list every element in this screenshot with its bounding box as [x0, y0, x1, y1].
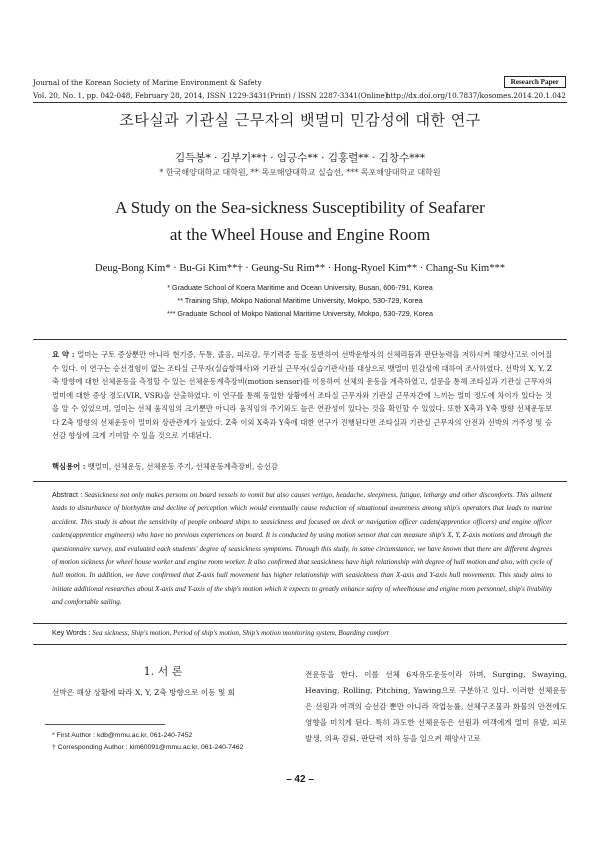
english-abstract-rule [33, 623, 567, 624]
first-author-footnote: * First Author : kdb@mmu.ac.kr, 061-240-7452 [52, 732, 193, 739]
english-keywords-text: Sea sickness, Ship's motion, Period of ship's motion, Ship's motion monitoring system, Boarding comfort [92, 629, 389, 637]
page-number: – 42 – [286, 774, 314, 785]
english-title-line2: at the Wheel House and Engine Room [169, 225, 431, 244]
research-paper-badge: Research Paper [504, 76, 566, 88]
english-authors: Deug-Bong Kim* · Bu-Gi Kim**† · Geung-Su Rim** · Hong-Ryoel Kim** · Chang-Su Kim*** [95, 263, 505, 274]
english-abstract-text: Seasickness not only makes persons on board vessels to vomit but also causes vertigo, headache, sleepiness, fatigue, lethargy and other discomforts. This ailment leads to disturbance of biorhythm and decline of perception which would eventually cause reduction of situational awareness among ship's operators that leads to marine accident. This study is about the sensitivity of people onboard ships to seasickness and focused on deck or navigation officer cadets(apprentice officers) and engine officer cadets(apprentice engineers) who have no previous experiences on board. It is conducted by using motion sensor that can measure ship's X, Y, Z-axis motions and through the questionnaire survey, and evaluated each students' degree of seasickness symptoms. Through this study, in same circumstance, we have known that there are different degrees of motion sickness for wheel house worker and engine room worker. It also confirmed that seasickness have high relationship with degree of hull motion and also, with cycle of hull motion. In addition, we have confirmed that Z-axis hull movement has higher relationship with seasickness than X-axis and Y-axis hull movements. This study aims to initiate additional researches about X-axis and Y-axis of the ship's motion which it expects to greatly enhance safety of wheelhouse and engine room personnel, ship's livability and comfortable sailing. [52, 491, 552, 607]
english-keywords-label: Key Words : [52, 629, 91, 637]
left-column-text: 선박은 해상 상황에 따라 X, Y, Z축 방향으로 이동 및 회 [52, 688, 236, 697]
korean-keywords [52, 462, 278, 472]
korean-title: 조타실과 기관실 근무자의 뱃멀미 민감성에 대한 연구 [119, 111, 481, 129]
korean-keywords-text: 뱃멀미, 선체운동, 선체운동 주기, 선체운동계측장비, 승선감 [87, 462, 278, 471]
korean-keywords-label: 핵심용어 : [52, 462, 86, 471]
english-title [0, 194, 600, 248]
keywords-bottom-rule [33, 644, 567, 645]
english-abstract [52, 489, 552, 610]
journal-name: Journal of the Korean Society of Marine Environment & Safety [33, 78, 262, 87]
corresponding-author-footnote: † Corresponding Author : kim60091@mmu.ac.kr, 061-240-7462 [52, 744, 244, 751]
korean-abstract-label: 요 약 : [52, 350, 75, 359]
doi-link[interactable]: http://dx.doi.org/10.7837/kosomes.2014.20.1.042 [386, 91, 566, 100]
korean-authors: 김득봉* · 김부기**† · 임긍수** · 김홍렬** · 김창수*** [175, 152, 425, 164]
volume-line: Vol. 20, No. 1, pp. 042-048, February 28, 2014, ISSN 1229-3431(Print) / ISSN 2287-3341(Online) [33, 91, 388, 100]
korean-abstract-rule [33, 481, 567, 482]
affiliation-2: ** Training Ship, Mokpo National Maritime University, Mokpo, 530-729, Korea [177, 296, 423, 305]
affiliation-1: * Graduate School of Koera Maritime and Ocean University, Busan, 606-791, Korea [167, 283, 433, 292]
english-affiliations [0, 281, 600, 320]
right-column-text: 전운동을 한다. 이를 선체 6자유도운동이라 하며, Surging, Swaying, Heaving, Rolling, Pitching, Yawing으로 구분하고 있다. 이러한 선체운동은 선원과 여객의 승선감 뿐만 아니라 작업능률, 선체구조물과 화물의 안전에도 영향을 미치게 된다. 특히 과도한 선체운동은 선원과 여객에게 멀미 유발, 피로 발생, 의욕 감퇴, 판단력 저하 등을 일으켜 해양사고로 [305, 670, 567, 743]
section-title: 1. 서 론 [143, 665, 183, 678]
abstract-top-rule [33, 339, 567, 340]
english-title-line1: A Study on the Sea-sickness Susceptibility of Seafarer [115, 198, 485, 217]
header-rule [33, 102, 567, 103]
korean-abstract-text: 멀미는 구토 증상뿐만 아니라 현기증, 두통, 졸음, 피로감, 무기력증 등을 동반하여 선박운항자의 신체리듬과 판단능력을 저하시켜 해양사고로 이어질 수 있다. 이 연구는 승선경험이 없는 조타실 근무자(실습항해사)와 기관실 근무자(실습기관사)를 대상으로 뱃멀미 민감성에 대하여 조사하였다. 선박의 X, Y, Z축 방향에 대한 선체운동을 측정할 수 있는 선체운동계측장비(motion sensor)를 이용하여 선체의 운동을 계측하였고, 설문을 통해 조타실과 기관실 근무자의 멀미에 대한 증상 정도(VIR, VSR)을 산출하였다. 이 연구를 통해 동일한 상황에서 조타실 근무자와 기관실 근무자간에 느끼는 멀미 정도에 차이가 있다는 것을 알 수 있었으며, 멀미는 선체 움직임의 크기뿐만 아니라 움직임의 주기와도 높은 연관성이 있다는 것을 확인할 수 있었다. 또한 X축과 Y축 방향 선체운동보다 Z축 방향의 선체운동이 멀미와 상관관계가 높았다. Z축 이외 X축과 Y축에 대한 연구가 진행된다면 조타실과 기관실 근무자의 안전과 선박의 거주성 및 승선감 향상에 크게 기여할 수 있을 것으로 기대된다. [52, 350, 553, 440]
footnotes [52, 730, 243, 754]
korean-affiliations: * 한국해양대학교 대학원, ** 목포해양대학교 실습선, *** 목포해양대학교 대학원 [159, 168, 441, 177]
korean-abstract [52, 348, 552, 443]
english-abstract-label: Abstract : [52, 491, 83, 499]
affiliation-3: *** Graduate School of Mokpo National Maritime University, Mokpo, 530-729, Korea [167, 309, 433, 318]
footnote-rule [45, 724, 165, 725]
english-keywords [52, 629, 389, 637]
